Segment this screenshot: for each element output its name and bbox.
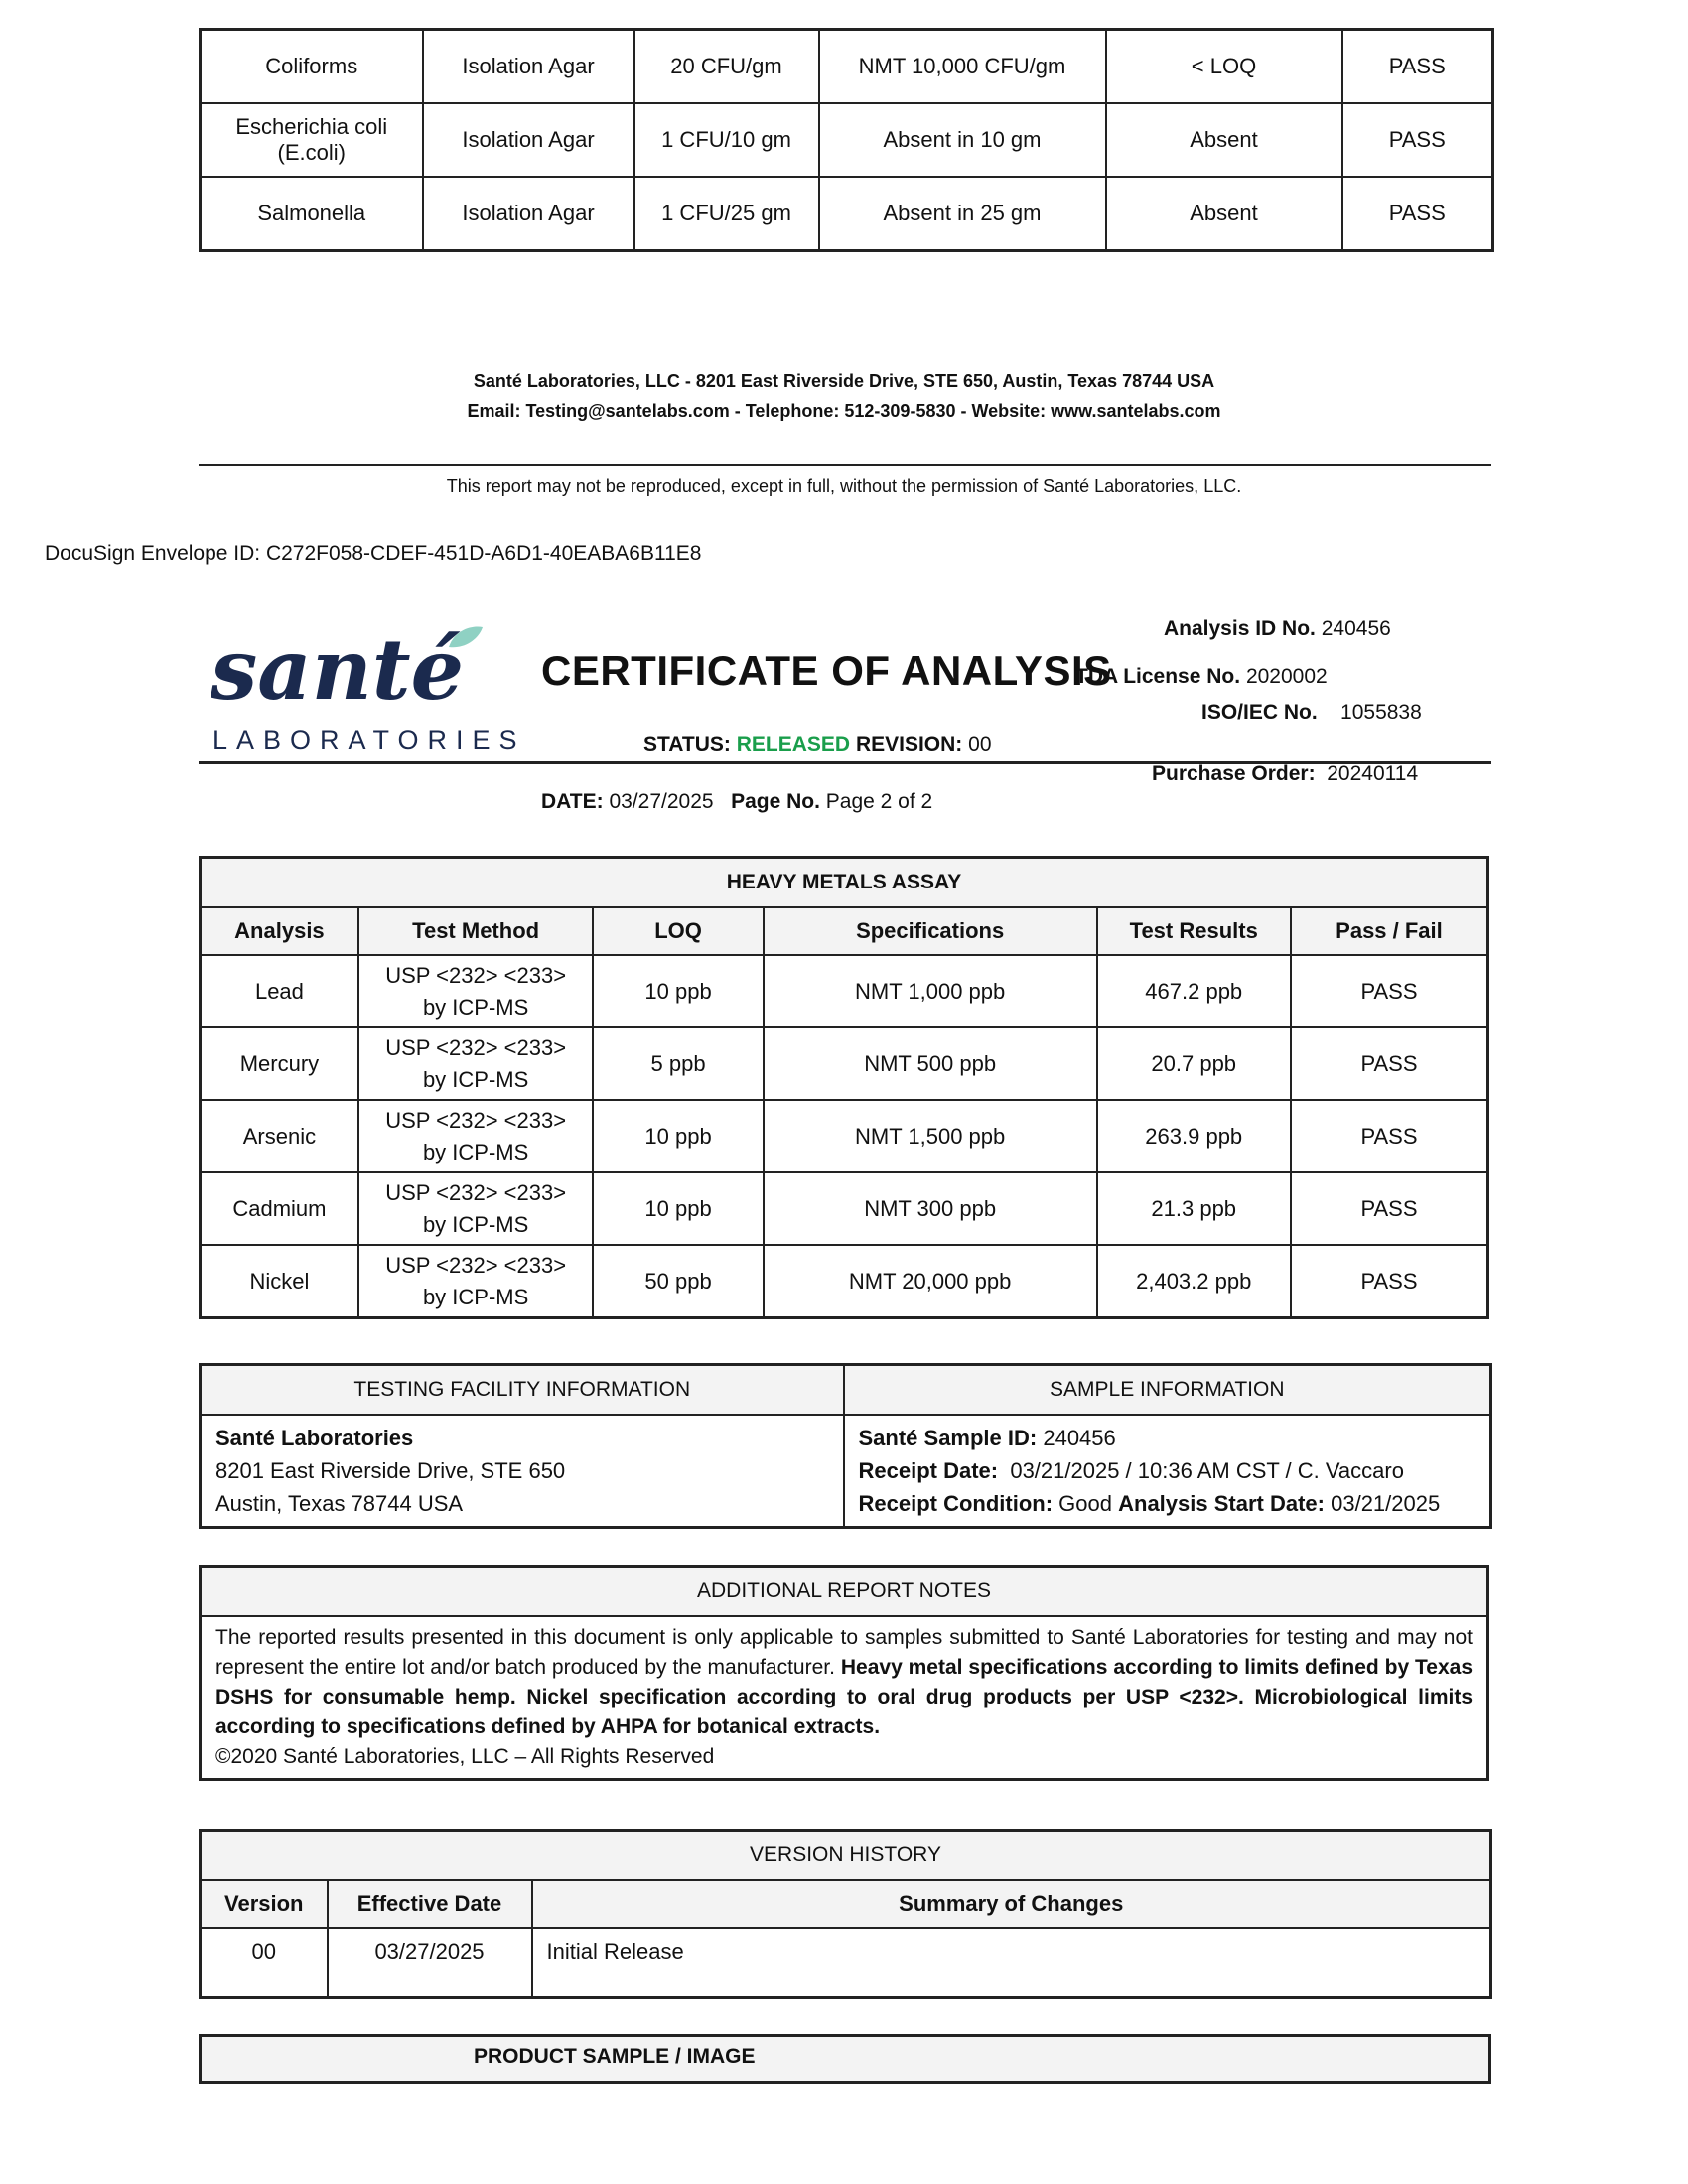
table-cell: Salmonella <box>201 177 423 251</box>
notes-title: ADDITIONAL REPORT NOTES <box>201 1567 1488 1617</box>
column-header: Summary of Changes <box>532 1880 1491 1928</box>
table-cell: PASS <box>1291 1027 1488 1100</box>
table-cell: 20 CFU/gm <box>634 30 819 104</box>
table-cell: PASS <box>1291 1100 1488 1172</box>
column-header: Effective Date <box>328 1880 532 1928</box>
table-cell: 1 CFU/25 gm <box>634 177 819 251</box>
table-cell: USP <232> <233> by ICP-MS <box>358 1027 594 1100</box>
table-cell: PASS <box>1291 1172 1488 1245</box>
table-cell: Absent <box>1106 177 1342 251</box>
table-cell: Arsenic <box>201 1100 358 1172</box>
facility-info: Santé Laboratories 8201 East Riverside Drive, STE 650 Austin, Texas 78744 USA <box>201 1415 844 1528</box>
notes-body: The reported results presented in this document is only applicable to samples submitted to Santé Laboratories for testing and may not represent the entire lot and/or batch produced by the manufacturer. Heavy metal specifications according to limits defined by Texas DSHS for consumable hemp. Nickel specification according to oral drug products per USP <232>. Microbiological limits according to specifications defined by AHPA for botanical extracts. ©2020 Santé Laboratories, LLC – All Rights Reserved <box>201 1616 1488 1780</box>
table-cell: 263.9 ppb <box>1097 1100 1291 1172</box>
footer-divider <box>199 464 1491 466</box>
table-cell: 10 ppb <box>593 1100 763 1172</box>
product-sample-header <box>199 2034 1491 2084</box>
table-cell: USP <232> <233> by ICP-MS <box>358 1100 594 1172</box>
table-cell: 467.2 ppb <box>1097 955 1291 1027</box>
table-cell: 50 ppb <box>593 1245 763 1318</box>
table-cell: 03/27/2025 <box>328 1928 532 1998</box>
table-cell: Mercury <box>201 1027 358 1100</box>
logo-subtitle: LABORATORIES <box>212 725 526 754</box>
table-row <box>201 103 1493 177</box>
table-cell: NMT 1,000 ppb <box>764 955 1097 1027</box>
table-cell: Escherichia coli (E.coli) <box>201 103 423 177</box>
table-cell: Absent in 10 gm <box>819 103 1106 177</box>
info-table <box>199 1363 1492 1529</box>
table-cell: Isolation Agar <box>423 103 634 177</box>
table-cell: USP <232> <233> by ICP-MS <box>358 1172 594 1245</box>
table-cell: 10 ppb <box>593 955 763 1027</box>
heavy-metals-table <box>199 856 1489 1319</box>
table-cell: Cadmium <box>201 1172 358 1245</box>
table-cell: 21.3 ppb <box>1097 1172 1291 1245</box>
table-cell: PASS <box>1342 103 1493 177</box>
status-badge: RELEASED <box>736 733 851 755</box>
tda-license: TDA License No. 2020002 <box>1075 665 1328 688</box>
table-cell: 10 ppb <box>593 1172 763 1245</box>
table-row <box>201 1100 1488 1172</box>
table-cell: NMT 10,000 CFU/gm <box>819 30 1106 104</box>
footer-contact: Email: Testing@santelabs.com - Telephone: 512-309-5830 - Website: www.santelabs.com <box>467 401 1221 421</box>
table-cell: NMT 20,000 ppb <box>764 1245 1097 1318</box>
table-cell: Nickel <box>201 1245 358 1318</box>
product-sample-title: PRODUCT SAMPLE / IMAGE <box>474 2045 756 2068</box>
table-row <box>201 1928 1491 1998</box>
docusign-envelope-id: DocuSign Envelope ID: C272F058-CDEF-451D-A6D1-40EABA6B11E8 <box>45 542 702 565</box>
logo-wordmark: santé <box>211 620 465 719</box>
sante-logo <box>211 617 526 756</box>
version-history-title: VERSION HISTORY <box>201 1831 1491 1881</box>
table-cell: USP <232> <233> by ICP-MS <box>358 1245 594 1318</box>
purchase-order: Purchase Order: 20240114 <box>1152 762 1419 785</box>
footer-address: Santé Laboratories, LLC - 8201 East Riverside Drive, STE 650, Austin, Texas 78744 USA <box>473 371 1215 391</box>
table-cell: PASS <box>1291 955 1488 1027</box>
table-cell: NMT 1,500 ppb <box>764 1100 1097 1172</box>
column-header: Version <box>201 1880 328 1928</box>
table-row <box>201 1245 1488 1318</box>
table-cell: 5 ppb <box>593 1027 763 1100</box>
table-cell: NMT 500 ppb <box>764 1027 1097 1100</box>
microbiology-table <box>199 28 1494 252</box>
heavy-metals-title: HEAVY METALS ASSAY <box>201 858 1488 908</box>
table-cell: 00 <box>201 1928 328 1998</box>
iso-iec: ISO/IEC No. 1055838 <box>1201 701 1422 724</box>
table-cell: Initial Release <box>532 1928 1491 1998</box>
sample-title: SAMPLE INFORMATION <box>844 1365 1491 1416</box>
column-header: Pass / Fail <box>1291 907 1488 955</box>
column-header: LOQ <box>593 907 763 955</box>
table-cell: 20.7 ppb <box>1097 1027 1291 1100</box>
table-cell: Absent <box>1106 103 1342 177</box>
table-cell: 1 CFU/10 gm <box>634 103 819 177</box>
status-line: STATUS: RELEASED REVISION: 00 <box>643 733 992 755</box>
table-cell: USP <232> <233> by ICP-MS <box>358 955 594 1027</box>
table-cell: PASS <box>1291 1245 1488 1318</box>
table-cell: PASS <box>1342 177 1493 251</box>
date-line: DATE: 03/27/2025 Page No. Page 2 of 2 <box>541 790 933 813</box>
table-cell: 2,403.2 ppb <box>1097 1245 1291 1318</box>
column-header: Test Results <box>1097 907 1291 955</box>
table-row <box>201 177 1493 251</box>
facility-title: TESTING FACILITY INFORMATION <box>201 1365 844 1416</box>
table-cell: NMT 300 ppb <box>764 1172 1097 1245</box>
table-cell: < LOQ <box>1106 30 1342 104</box>
table-cell: PASS <box>1342 30 1493 104</box>
table-row <box>201 1172 1488 1245</box>
column-header: Test Method <box>358 907 594 955</box>
table-row <box>201 1027 1488 1100</box>
footer-disclaimer: This report may not be reproduced, except in full, without the permission of Santé Laboratories, LLC. <box>446 477 1242 496</box>
table-cell: Lead <box>201 955 358 1027</box>
sample-info: Santé Sample ID: 240456 Receipt Date: 03/21/2025 / 10:36 AM CST / C. Vaccaro Receipt Condition: Good Analysis Start Date: 03/21/2025 <box>844 1415 1491 1528</box>
version-history-table <box>199 1829 1492 1999</box>
column-header: Analysis <box>201 907 358 955</box>
table-row <box>201 30 1493 104</box>
table-row <box>201 955 1488 1027</box>
table-cell: Absent in 25 gm <box>819 177 1106 251</box>
notes-table <box>199 1565 1489 1781</box>
page-title: CERTIFICATE OF ANALYSIS <box>541 647 1112 694</box>
table-cell: Coliforms <box>201 30 423 104</box>
column-header: Specifications <box>764 907 1097 955</box>
table-cell: Isolation Agar <box>423 30 634 104</box>
table-cell: Isolation Agar <box>423 177 634 251</box>
analysis-id: Analysis ID No. 240456 <box>1164 617 1391 640</box>
